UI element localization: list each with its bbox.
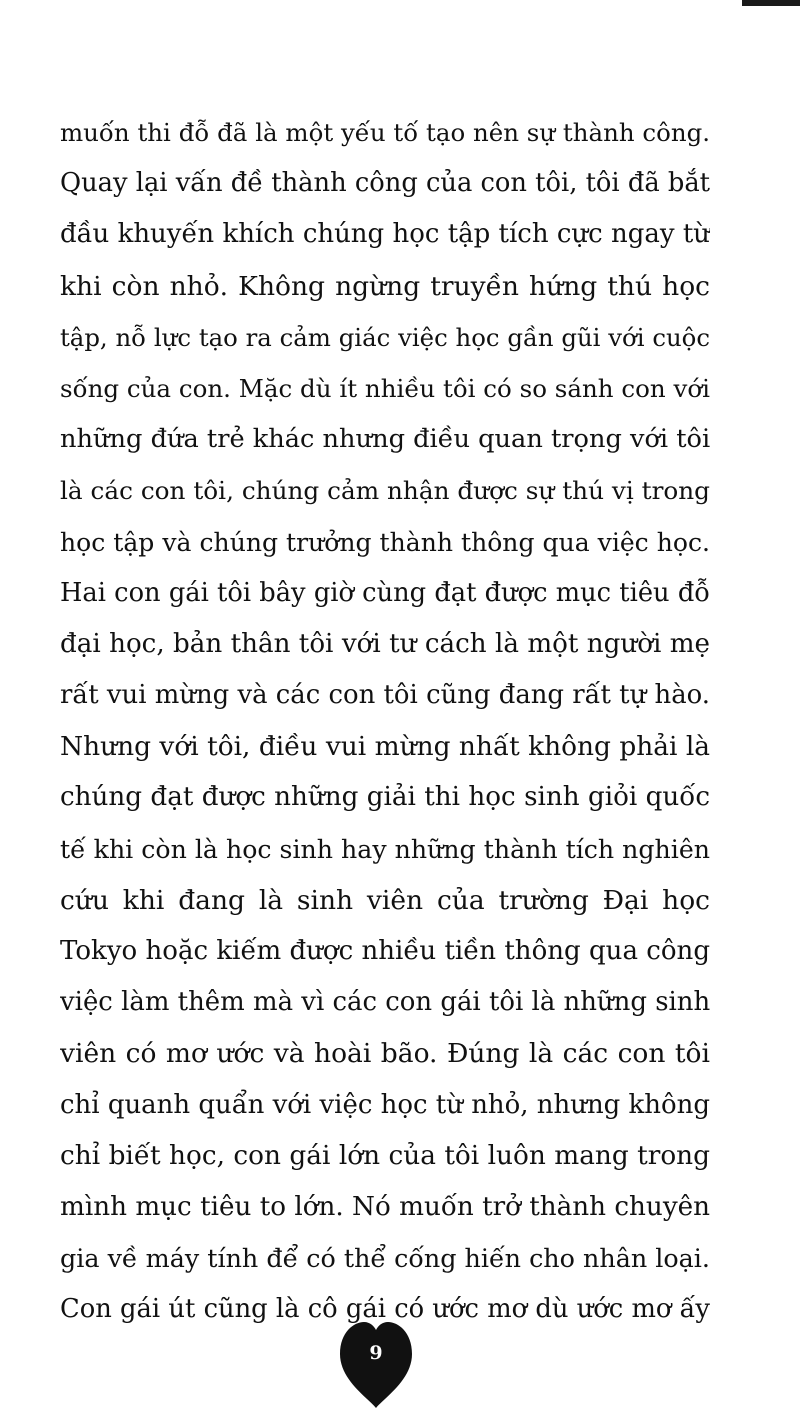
text-line: rất vui mừng và các con tôi cũng đang rất tự hào.: [60, 680, 710, 711]
text-line: sống của con. Mặc dù ít nhiều tôi có so sánh con với: [60, 373, 710, 403]
text-line: tập, nỗ lực tạo ra cảm giác việc học gần gũi với cuộc: [60, 322, 710, 352]
top-corner-rule: [742, 0, 800, 6]
page-number: 9: [369, 1342, 383, 1364]
heart-icon: [340, 1322, 426, 1408]
text-line: mình mục tiêu to lớn. Nó muốn trở thành chuyên: [60, 1191, 710, 1222]
text-line: cứu khi đang là sinh viên của trường Đại học: [60, 884, 710, 916]
text-line: Quay lại vấn đề thành công của con tôi, tôi đã bắt: [60, 168, 710, 199]
text-line: chúng đạt được những giải thi học sinh giỏi quốc: [60, 782, 710, 813]
text-line: Con gái út cũng là cô gái có ước mơ dù ước mơ ấy: [60, 1294, 710, 1325]
text-line: chỉ quanh quẩn với việc học từ nhỏ, nhưng không: [60, 1089, 710, 1120]
text-line: việc làm thêm mà vì các con gái tôi là những sinh: [60, 987, 710, 1018]
text-line: khi còn nhỏ. Không ngừng truyền hứng thú học: [60, 270, 710, 302]
text-line: gia về máy tính để có thể cống hiến cho nhân loại.: [60, 1243, 710, 1274]
text-line: những đứa trẻ khác nhưng điều quan trọng với tôi: [60, 424, 710, 455]
text-line: học tập và chúng trưởng thành thông qua việc học.: [60, 527, 710, 557]
text-line: Hai con gái tôi bây giờ cùng đạt được mục tiêu đỗ: [60, 577, 710, 608]
text-line: chỉ biết học, con gái lớn của tôi luôn mang trong: [60, 1140, 710, 1171]
body-text: [60, 107, 710, 1336]
text-line: đại học, bản thân tôi với tư cách là một người mẹ: [60, 628, 710, 659]
text-line: viên có mơ ước và hoài bão. Đúng là các con tôi: [60, 1038, 710, 1070]
text-line: tế khi còn là học sinh hay những thành tích nghiên: [60, 834, 710, 864]
text-line: Tokyo hoặc kiếm được nhiều tiền thông qua công: [60, 936, 710, 966]
page-number-badge: [340, 1322, 426, 1408]
text-line: là các con tôi, chúng cảm nhận được sự thú vị trong: [60, 476, 710, 506]
text-line: Nhưng với tôi, điều vui mừng nhất không phải là: [60, 731, 710, 763]
text-line: đầu khuyến khích chúng học tập tích cực ngay từ: [60, 219, 710, 250]
text-line: muốn thi đỗ đã là một yếu tố tạo nên sự thành công.: [60, 118, 710, 147]
